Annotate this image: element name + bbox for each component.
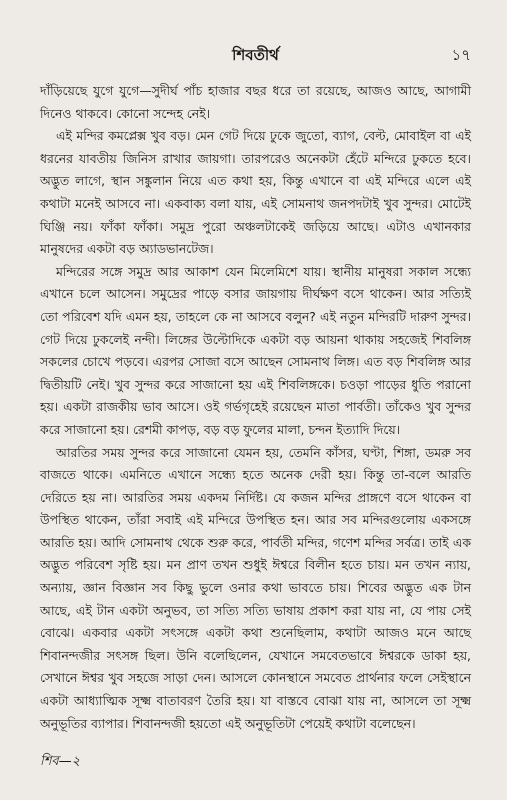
paragraph-2: এই মন্দির কমপ্লেক্স খুব বড়। মেন গেট দিয়ে ঢুকে জুতো, ব্যাগ, বেল্ট, মোবাইল বা এই ধরনের যাবতীয় জিনিস রাখার জায়গা। তারপরেও অনেকটা হেঁটে মন্দিরে ঢুকতে হবে। অদ্ভুত লাগে, স্থান সঙ্কুলান নিয়ে এত কথা হয়, কিন্তু এখানে বা এই মন্দিরে এলে এই কথাটা মনেই আসবে না। একবাক্য বলা যায়, এই সোমনাথ জনপদটাই খুব সুন্দর। মোটেই ঘিঞ্জি নয়। ফাঁকা ফাঁকা। সমুদ্র পুরো অঞ্চলটাকেই জড়িয়ে আছে। এটাও এখানকার মানুষদের একটা বড় অ্যাডভানটেজ। [40,128,471,257]
paragraph-4: আরতির সময় সুন্দর করে সাজানো যেমন হয়, তেমনি কাঁসর, ঘণ্টা, শিঙ্গা, ডমরু সব বাজতে থাকে। এমনিতে এখানে সন্ধ্যে হতে অনেক দেরী হয়। কিন্তু তা-বলে আরতি দেরিতে হয় না। আরতির সময় একদম নির্দিষ্ট। যে কজন মন্দির প্রাঙ্গণে বসে থাকেন বা উপস্থিত থাকেন, তাঁরা সবাই এই মন্দিরে উপস্থিত হন। আর সব মন্দিরগুলোয় একসঙ্গে আরতি হয়। আদি সোমনাথ থেকে শুরু করে, পার্বতী মন্দির, গণেশ মন্দির সর্বত্র। তাই এক অদ্ভুত পরিবেশ সৃষ্টি হয়। মন প্রাণ তখন শুধুই ঈশ্বরে বিলীন হতে চায়। মন তখন ন্যায়, অন্যায়, জ্ঞান বিজ্ঞান সব কিছু ভুলে ওনার কথা ভাবতে চায়। শিবের অদ্ভুত এক টান আছে, এই টান একটা অনুভব, তা সত্যি সত্যি ভাষায় প্রকাশ করা যায় না, যে পায় সেই বোঝে। একবার একটা সৎসঙ্গে একটা কথা শুনেছিলাম, কথাটা আজও মনে আছে শিবানন্দজীর সৎসঙ্গ ছিল। উনি বলেছিলেন, যেখানে সমবেতভাবে ঈশ্বরকে ডাকা হয়, সেখানে ঈশ্বর খুব সহজে সাড়া দেন। আসলে কোনস্থানে সমবেত প্রার্থনার ফলে সেইস্থানে একটা আধ্যাত্মিক সূক্ষ্ম বাতাবরণ তৈরি হয়। যা বাস্তবে বোঝা যায় না, আসলে তা সূক্ষ্ম অনুভূতির ব্যাপার। শিবানন্দজী হয়তো এই অনুভূতিটা পেয়েই কথাটা বলেছেন। [40,444,471,731]
body-text [40,80,471,735]
page-number: ১৭ [451,46,471,64]
paragraph-3: মন্দিরের সঙ্গে সমুদ্র আর আকাশ যেন মিলেমিশে যায়। স্থানীয় মানুষরা সকাল সন্ধ্যে এখানে চলে আসেন। সমুদ্রের পাড়ে বসার জায়গায় দীর্ঘক্ষণ বসে থাকেন। আর সত্যিই তো পরিবেশ যদি এমন হয়, তাহলে কে না আসবে বলুন? এই নতুন মন্দিরটি দারুণ সুন্দর। গেট দিয়ে ঢুকলেই নন্দী। লিঙ্গের উল্টোদিকে একটা বড় আয়না থাকায় সহজেই শিবলিঙ্গ সকলের চোখে পড়বে। এরপর সোজা বসে আছেন সোমনাথ লিঙ্গ। এত বড় শিবলিঙ্গ আর দ্বিতীয়টি নেই। খুব সুন্দর করে সাজানো হয় এই শিবলিঙ্গকে। চওড়া পাড়ের ধুতি পরানো হয়। একটা রাজকীয় ভাব আসে। ওই গর্ভগৃহেই রয়েছেন মাতা পার্বতী। তাঁকেও খুব সুন্দর করে সাজানো হয়। রেশমী কাপড়, বড় বড় ফুলের মালা, চন্দন ইত্যাদি দিয়ে। [40,263,471,437]
page-header [40,44,471,68]
paragraph-1: দাঁড়িয়েছে যুগে যুগে—সুদীর্ঘ পাঁচ হাজার বছর ধরে তা রয়েছে, আজও আছে, আগামী দিনেও থাকবে। কোনো সন্দেহ নেই। [40,83,471,121]
signature-mark: শিব—২ [40,754,81,769]
running-title: শিবতীর্থ [232,46,279,64]
